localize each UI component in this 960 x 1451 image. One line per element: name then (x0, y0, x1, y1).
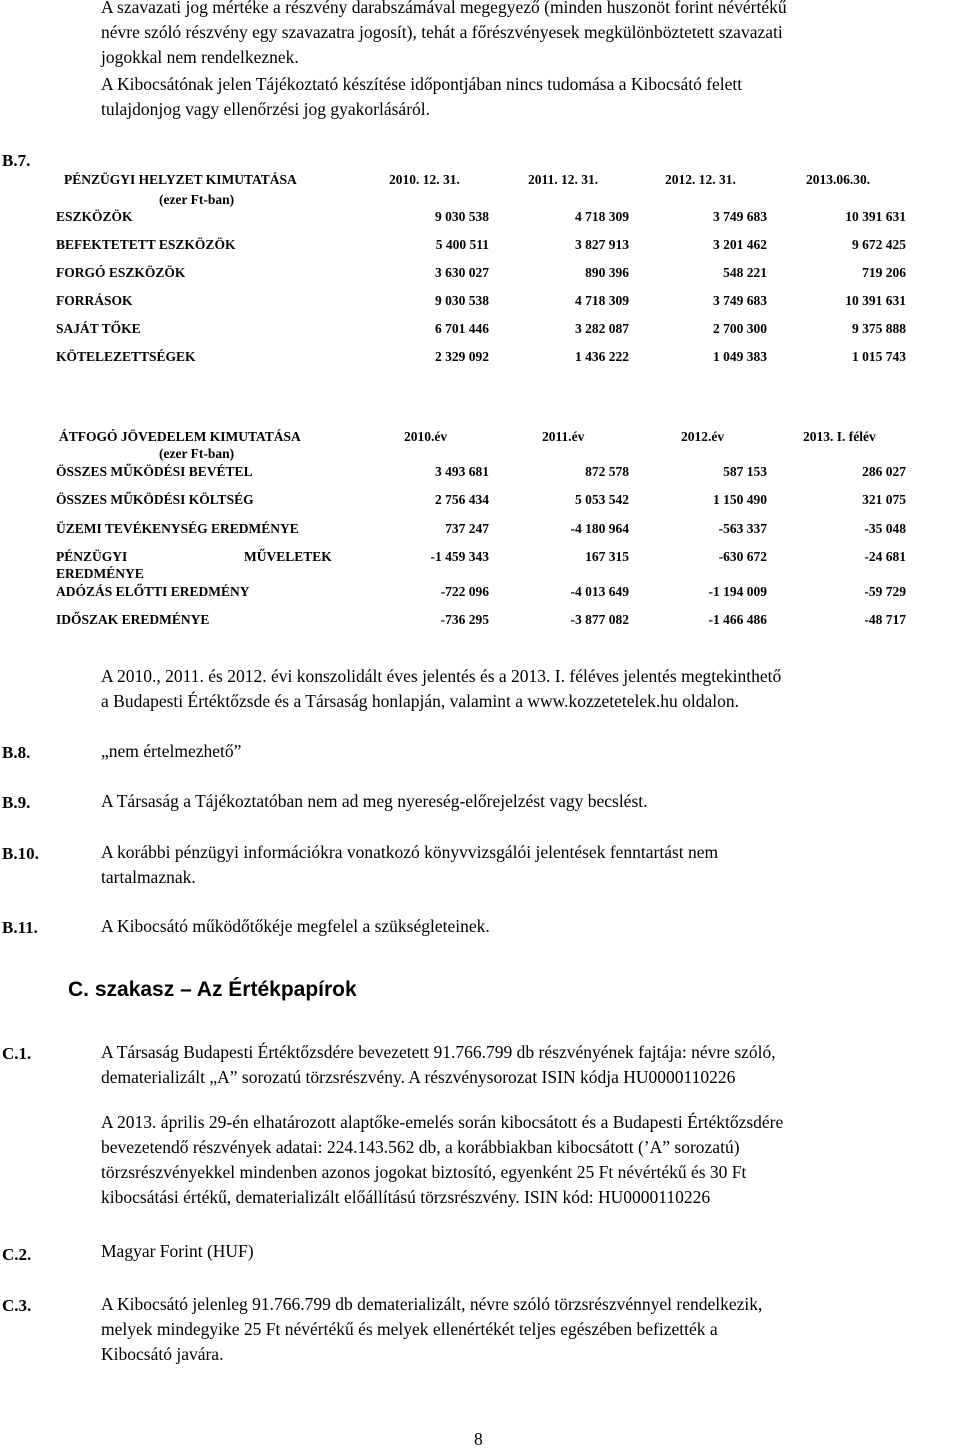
c1-paragraph-2 (101, 1110, 959, 1210)
table1-cell: 2 700 300 (713, 321, 767, 336)
b9-text: A Társaság a Tájékoztatóban nem ad meg nyereség-előrejelzést vagy becslést. (101, 791, 648, 811)
table1-row-label: FORGÓ ESZKÖZÖK (56, 265, 186, 280)
table2-col-header: 2013. I. félév (803, 429, 876, 444)
table1-cell: 548 221 (723, 265, 767, 280)
table2-cell: 5 053 542 (575, 492, 629, 507)
table2-cell: -4 180 964 (570, 521, 629, 536)
table1-col-header: 2012. 12. 31. (665, 172, 736, 187)
text-line: tulajdonjog vagy ellenőrzési jog gyakorlásáról. (101, 99, 431, 119)
table2-cell: 587 153 (723, 464, 767, 479)
table2-row-label: ÖSSZES MŰKÖDÉSI BEVÉTEL (56, 464, 253, 479)
table1-row-label: ESZKÖZÖK (56, 209, 133, 224)
table1-cell: 3 201 462 (713, 237, 767, 252)
table2-cell: -722 096 (440, 584, 489, 599)
text-line: kibocsátási értékű, dematerializált előállítású törzsrészvény. ISIN kód: HU0000110226 (101, 1187, 711, 1207)
table1-cell: 1 015 743 (852, 349, 906, 364)
table2-row-label: ÜZEMI TEVÉKENYSÉG EREDMÉNYE (56, 521, 299, 536)
table1-cell: 2 329 092 (435, 349, 489, 364)
table2-cell: 737 247 (445, 521, 489, 536)
text-line: A 2013. április 29-én elhatározott alaptőke-emelés során kibocsátott és a Budapesti Értéktőzsdére (101, 1112, 784, 1132)
table2-cell: 1 150 490 (713, 492, 767, 507)
text-line: bevezetendő részvények adatai: 224.143.562 db, a korábbiakban kibocsátott (’A” sorozatú) (101, 1137, 740, 1157)
text-line: dematerializált „A” sorozatú törzsrészvény. A részvénysorozat ISIN kódja HU0000110226 (101, 1067, 736, 1087)
table1-cell: 1 436 222 (575, 349, 629, 364)
table2-col-header: 2010.év (404, 429, 448, 444)
table1-cell: 4 718 309 (575, 293, 629, 308)
text-line: tartalmaznak. (101, 867, 196, 887)
table2-cell: 2 756 434 (435, 492, 489, 507)
table2-cell: -1 466 486 (708, 612, 767, 627)
table2-cell: -59 729 (864, 584, 906, 599)
table2-cell: -48 717 (864, 612, 906, 627)
table2-cell: -630 672 (718, 549, 767, 564)
text-line: melyek mindegyike 25 Ft névértékű és melyek ellenértékét teljes egészében befizették a (101, 1319, 718, 1339)
table2-cell: 286 027 (862, 464, 906, 479)
table2-unit: (ezer Ft-ban) (159, 446, 235, 461)
text-line: A Társaság Budapesti Értéktőzsdére bevezetett 91.766.799 db részvényének fajtája: névre szóló, (101, 1042, 776, 1062)
table1-row-label: FORRÁSOK (56, 293, 133, 308)
table1-cell: 3 749 683 (713, 293, 767, 308)
text-line: A Kibocsátónak jelen Tájékoztató készítése időpontjában nincs tudomása a Kibocsátó felett (101, 74, 743, 94)
c2-text: Magyar Forint (HUF) (101, 1241, 254, 1261)
table1-cell: 890 396 (585, 265, 629, 280)
table1-title: PÉNZÜGYI HELYZET KIMUTATÁSA (64, 172, 297, 187)
table2-title: ÁTFOGÓ JÖVEDELEM KIMUTATÁSA (59, 429, 301, 444)
table1-cell: 3 827 913 (575, 237, 629, 252)
table1-unit: (ezer Ft-ban) (159, 192, 235, 207)
section-label-b11: B.11. (2, 918, 38, 937)
b7-note (101, 664, 959, 714)
table2-row-label: PÉNZÜGYI (56, 549, 128, 564)
text-line: Kibocsátó javára. (101, 1344, 224, 1364)
table1-cell: 9 030 538 (435, 293, 489, 308)
table1-cell: 3 749 683 (713, 209, 767, 224)
table1-cell: 1 049 383 (713, 349, 767, 364)
text-line: A 2010., 2011. és 2012. évi konszolidált éves jelentés és a 2013. I. féléves jelentés megtekinthető (101, 666, 782, 686)
section-label-b10: B.10. (2, 844, 39, 863)
table2-cell: 167 315 (585, 549, 629, 564)
text-line: A Kibocsátó jelenleg 91.766.799 db dematerializált, névre szóló törzsrészvénnyel rendelkezik, (101, 1294, 763, 1314)
section-label-c1: C.1. (2, 1044, 32, 1063)
table1-row-label: KÖTELEZETTSÉGEK (56, 349, 196, 364)
table1-cell: 10 391 631 (845, 209, 906, 224)
table2-cell: -1 459 343 (430, 549, 489, 564)
table2-cell: -3 877 082 (570, 612, 629, 627)
section-label-b8: B.8. (2, 743, 31, 762)
text-line: a Budapesti Értéktőzsde és a Társaság honlapján, valamint a www.kozzetetelek.hu oldalon. (101, 691, 740, 711)
table1-cell: 9 030 538 (435, 209, 489, 224)
text-line: névre szóló részvény egy szavazatra jogosít), tehát a főrészvényesek megkülönböztetett szavazati (101, 22, 783, 42)
table2-col-header: 2012.év (681, 429, 725, 444)
b11-text: A Kibocsátó működőtőkéje megfelel a szükségleteinek. (101, 916, 490, 936)
table1-cell: 6 701 446 (435, 321, 489, 336)
table2-row-label: IDŐSZAK EREDMÉNYE (56, 612, 210, 627)
table2-row-label: EREDMÉNYE (56, 566, 144, 581)
table2-cell: -24 681 (864, 549, 906, 564)
table2-cell: -736 295 (440, 612, 489, 627)
table2-row-label: MŰVELETEK (244, 549, 332, 564)
section-c-title: C. szakasz – Az Értékpapírok (68, 978, 357, 1001)
section-label-b7: B.7. (2, 151, 31, 170)
table1-cell: 9 375 888 (852, 321, 906, 336)
table2-cell: -4 013 649 (570, 584, 629, 599)
table1-col-header: 2010. 12. 31. (389, 172, 460, 187)
table2-cell: 3 493 681 (435, 464, 489, 479)
table2-col-header: 2011.év (542, 429, 585, 444)
b8-text: „nem értelmezhető” (101, 741, 242, 761)
page-number: 8 (474, 1429, 483, 1449)
c1-paragraph-1 (101, 1040, 959, 1090)
table1-col-header: 2011. 12. 31. (528, 172, 599, 187)
table1-cell: 5 400 511 (435, 237, 489, 252)
section-label-b9: B.9. (2, 793, 31, 812)
intro-paragraph-1 (101, 0, 959, 70)
table1-col-header: 2013.06.30. (806, 172, 871, 187)
table1-cell: 3 282 087 (575, 321, 629, 336)
intro-paragraph-2 (101, 72, 959, 122)
table2-cell: 872 578 (585, 464, 629, 479)
table2-cell: -563 337 (718, 521, 767, 536)
table2-row-label: ADÓZÁS ELŐTTI EREDMÉNY (56, 584, 250, 599)
text-line: A szavazati jog mértéke a részvény darabszámával megegyező (minden huszonöt forint névértékű (101, 0, 787, 17)
section-label-c2: C.2. (2, 1245, 32, 1264)
b10-text (101, 840, 959, 890)
table1-cell: 719 206 (862, 265, 906, 280)
table1-cell: 4 718 309 (575, 209, 629, 224)
text-line: A korábbi pénzügyi információkra vonatkozó könyvvizsgálói jelentések fenntartást nem (101, 842, 719, 862)
table1-row-label: BEFEKTETETT ESZKÖZÖK (56, 237, 236, 252)
table2-row-label: ÖSSZES MŰKÖDÉSI KÖLTSÉG (56, 492, 254, 507)
text-line: törzsrészvényekkel mindenben azonos jogokat biztosító, egyenként 25 Ft névértékű és 30 Ft (101, 1162, 747, 1182)
section-label-c3: C.3. (2, 1296, 32, 1315)
text-line: jogokkal nem rendelkeznek. (101, 47, 299, 67)
table1-cell: 3 630 027 (435, 265, 489, 280)
table2-cell: -35 048 (864, 521, 906, 536)
table1-cell: 10 391 631 (845, 293, 906, 308)
c3-text (101, 1292, 959, 1367)
table2-cell: -1 194 009 (708, 584, 767, 599)
table2-cell: 321 075 (862, 492, 906, 507)
table1-cell: 9 672 425 (852, 237, 906, 252)
table1-row-label: SAJÁT TŐKE (56, 321, 141, 336)
